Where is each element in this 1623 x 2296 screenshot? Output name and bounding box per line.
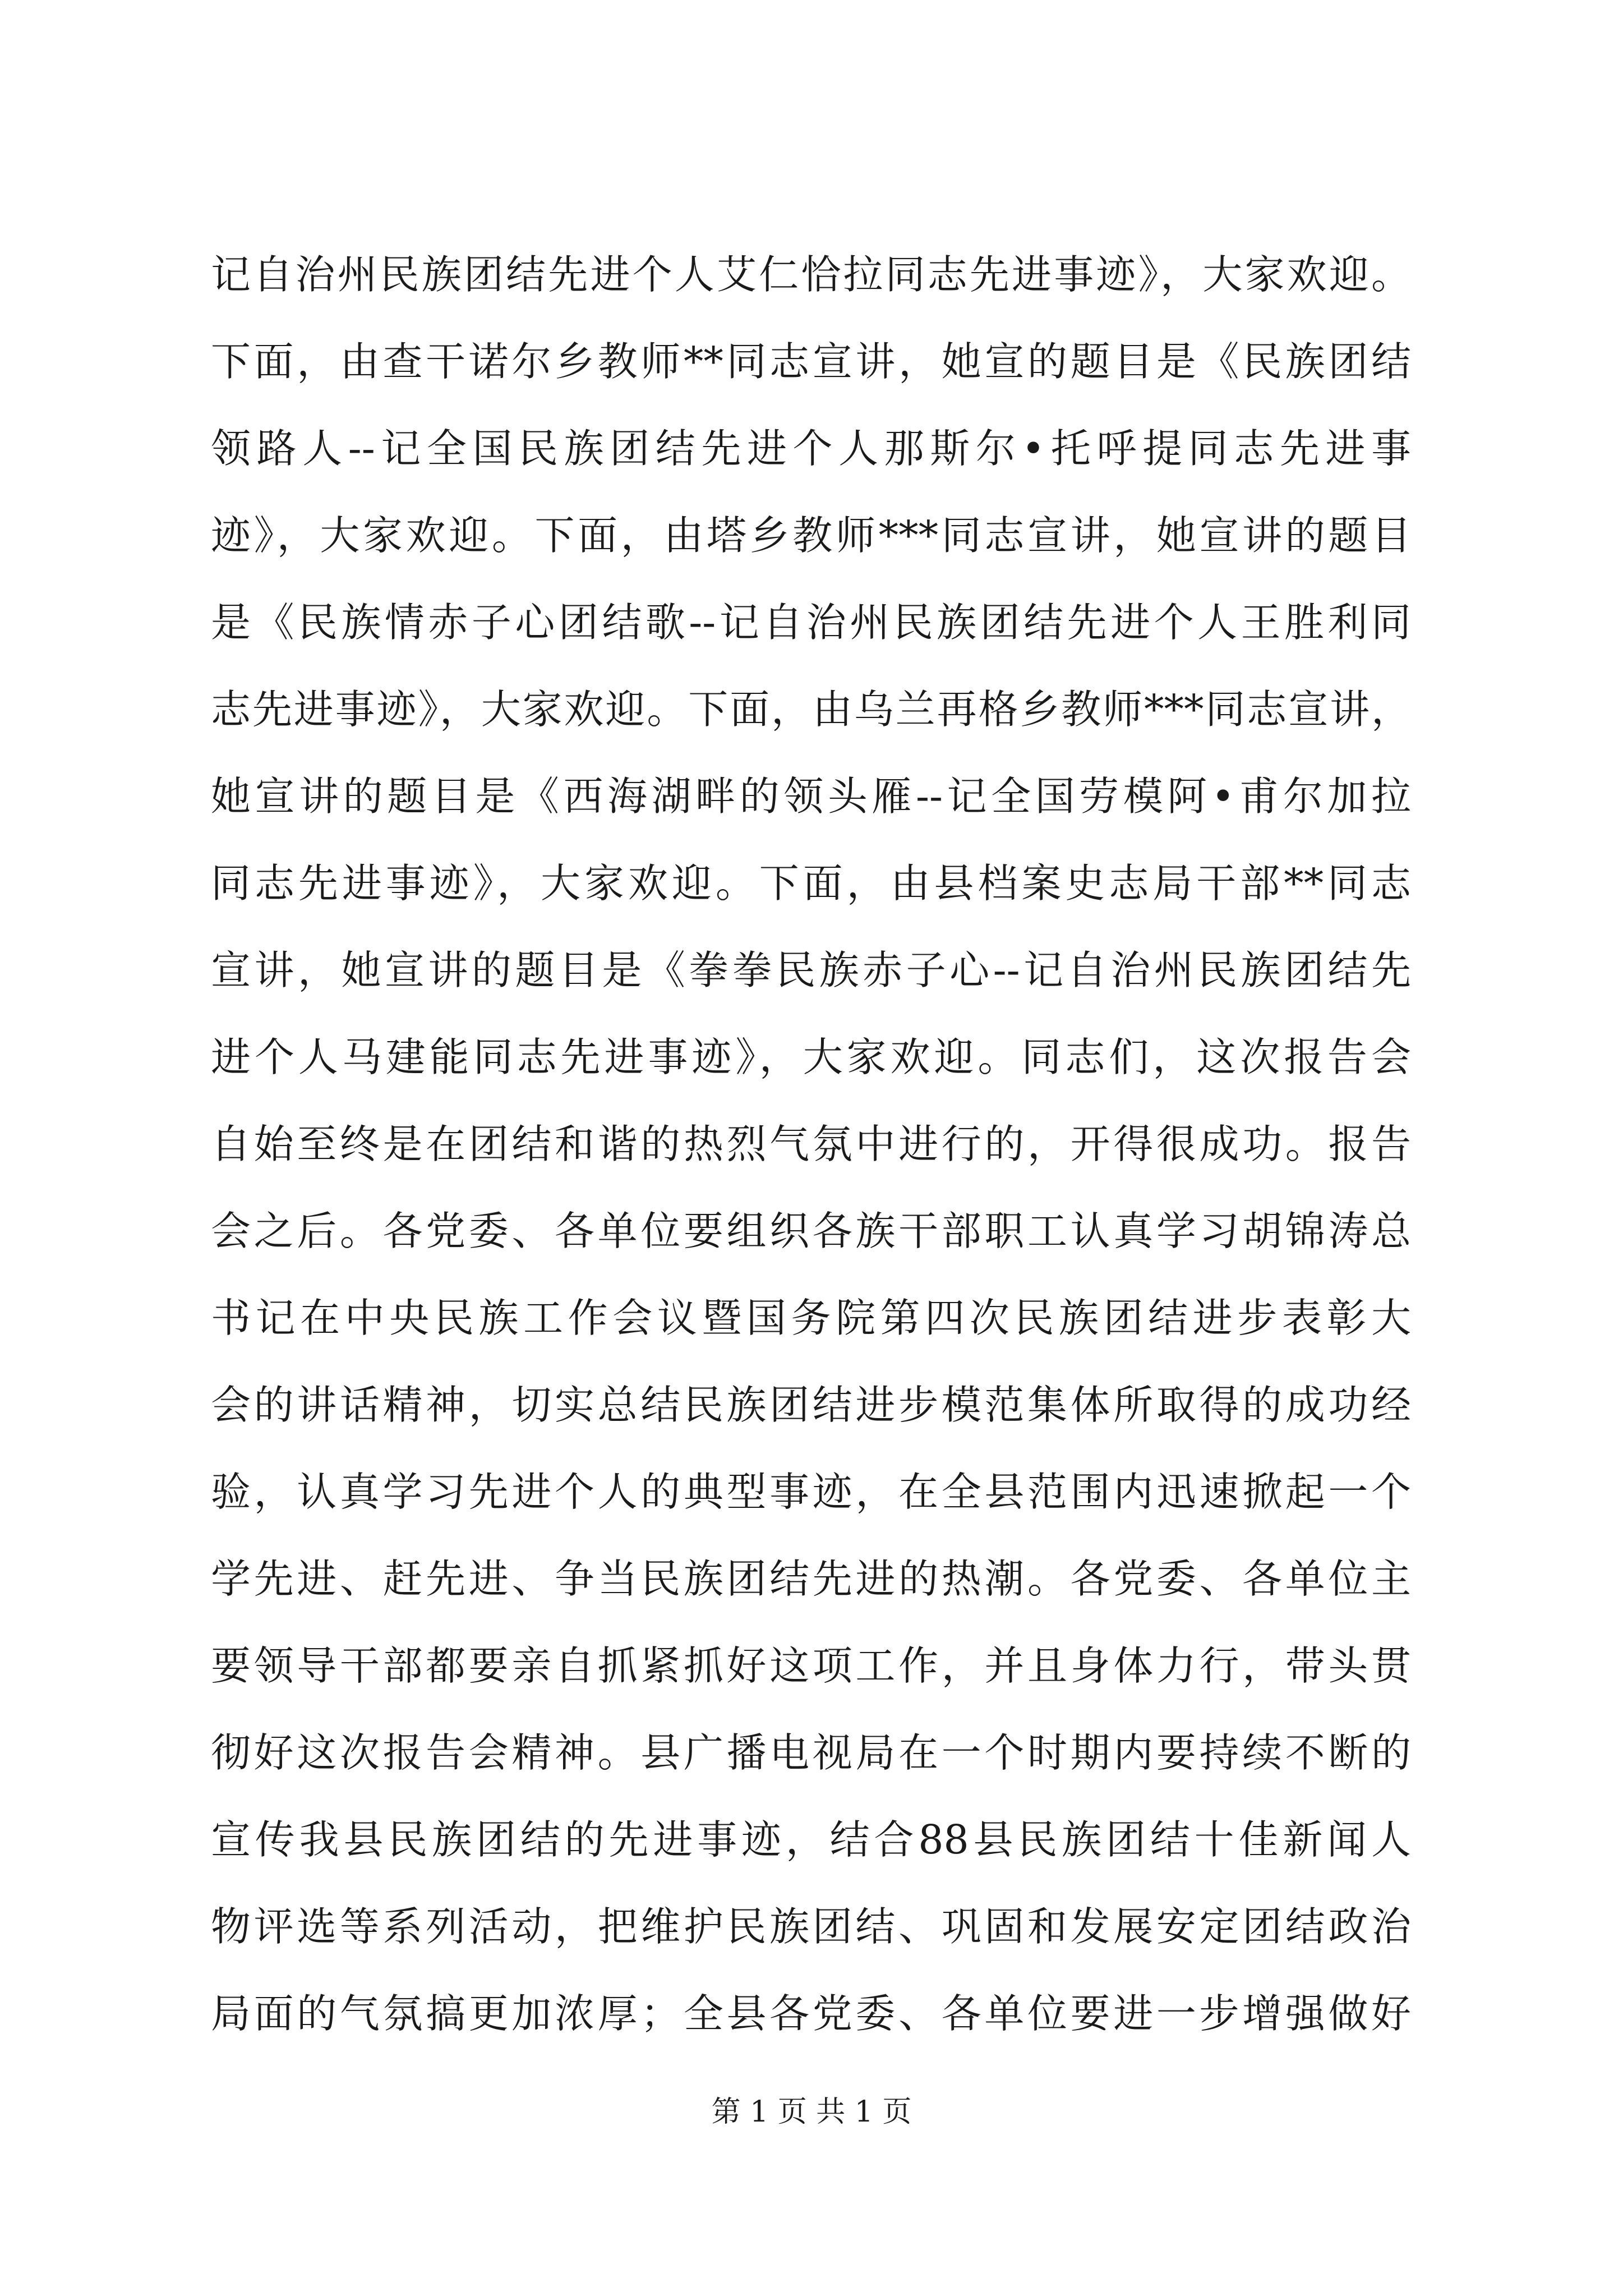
text-line: 物评选等系列活动，把维护民族团结、巩固和发展安定团结政治	[211, 1903, 1411, 1950]
text-line: 会之后。各党委、各单位要组织各族干部职工认真学习胡锦涛总	[211, 1208, 1411, 1254]
text-line: 宣讲，她宣讲的题目是《拳拳民族赤子心--记自治州民族团结先	[211, 947, 1411, 993]
text-line: 迹》，大家欢迎。下面，由塔乡教师***同志宣讲，她宣讲的题目	[211, 512, 1411, 559]
page-footer: 第 1 页 共 1 页	[711, 2095, 912, 2129]
text-line: 记自治州民族团结先进个人艾仁恰拉同志先进事迹》，大家欢迎。	[211, 251, 1411, 298]
text-line: 她宣讲的题目是《西海湖畔的领头雁--记全国劳模阿•甫尔加拉	[211, 773, 1411, 820]
text-line: 自始至终是在团结和谐的热烈气氛中进行的，开得很成功。报告	[211, 1121, 1411, 1167]
text-line: 彻好这次报告会精神。县广播电视局在一个时期内要持续不断的	[211, 1729, 1411, 1776]
text-line: 进个人马建能同志先进事迹》，大家欢迎。同志们，这次报告会	[211, 1034, 1411, 1080]
text-line: 会的讲话精神，切实总结民族团结进步模范集体所取得的成功经	[211, 1382, 1411, 1428]
text-line: 是《民族情赤子心团结歌--记自治州民族团结先进个人王胜利同	[211, 599, 1411, 646]
text-line: 书记在中央民族工作会议暨国务院第四次民族团结进步表彰大	[211, 1295, 1411, 1341]
text-line: 局面的气氛搞更加浓厚；全县各党委、各单位要进一步增强做好	[211, 1990, 1411, 2037]
text-line: 下面，由查干诺尔乡教师**同志宣讲，她宣的题目是《民族团结	[211, 338, 1411, 385]
text-line: 宣传我县民族团结的先进事迹，结合88县民族团结十佳新闻人	[211, 1816, 1411, 1863]
text-line: 同志先进事迹》，大家欢迎。下面，由县档案史志局干部**同志	[211, 860, 1411, 907]
text-line: 要领导干部都要亲自抓紧抓好这项工作，并且身体力行，带头贯	[211, 1642, 1411, 1689]
body-paragraph	[211, 231, 1411, 2057]
text-line: 志先进事迹》，大家欢迎。下面，由乌兰再格乡教师***同志宣讲，	[211, 686, 1411, 733]
text-line: 验，认真学习先进个人的典型事迹，在全县范围内迅速掀起一个	[211, 1469, 1411, 1515]
text-line: 学先进、赶先进、争当民族团结先进的热潮。各党委、各单位主	[211, 1556, 1411, 1602]
text-line: 领路人--记全国民族团结先进个人那斯尔•托呼提同志先进事	[211, 425, 1411, 472]
